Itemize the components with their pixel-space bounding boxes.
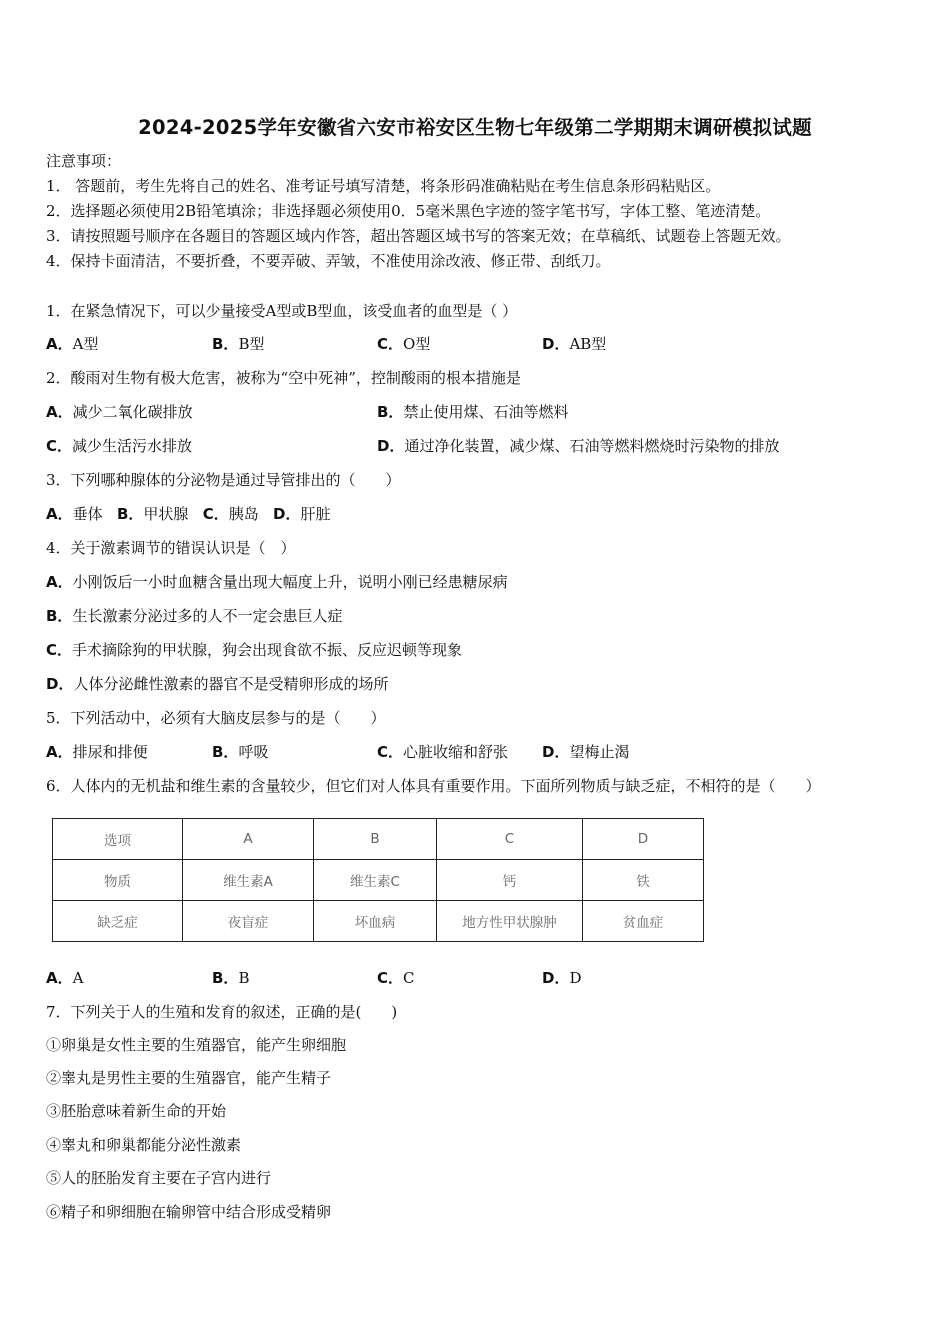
q6-option-b: B．B <box>212 969 250 987</box>
notice-item: 1． 答题前，考生先将自己的姓名、准考证号填写清楚，将条形码准确粘贴在考生信息条形码粘贴区。 <box>46 177 721 195</box>
q7-statement: ③胚胎意味着新生命的开始 <box>46 1102 227 1120</box>
q4-option-b: B．生长激素分泌过多的人不一定会患巨人症 <box>46 607 343 625</box>
table-cell: A <box>183 819 314 860</box>
q4-option-c: C．手术摘除狗的甲状腺，狗会出现食欲不振、反应迟顿等现象 <box>46 641 463 659</box>
table-cell: 维生素A <box>183 860 314 901</box>
table-cell: 钙 <box>437 860 583 901</box>
q2-option-c: C．减少生活污水排放 <box>46 437 193 455</box>
q1-option-c: C．O型 <box>377 335 431 353</box>
q6-option-a: A．A <box>46 969 84 987</box>
q2-option-a: A．减少二氧化碳排放 <box>46 403 193 421</box>
question-2-stem: 2．酸雨对生物有极大危害，被称为“空中死神”，控制酸雨的根本措施是 <box>46 369 521 387</box>
table-row <box>53 860 704 901</box>
page-title: 2024-2025学年安徽省六安市裕安区生物七年级第二学期期末调研模拟试题 <box>138 116 812 139</box>
question-3-stem: 3．下列哪种腺体的分泌物是通过导管排出的（ ） <box>46 471 401 489</box>
vitamin-deficiency-table <box>52 818 704 942</box>
table-cell: 贫血症 <box>583 901 704 942</box>
question-5-stem: 5．下列活动中，必须有大脑皮层参与的是（ ） <box>46 709 386 727</box>
q7-statement: ②睾丸是男性主要的生殖器官，能产生精子 <box>46 1069 332 1087</box>
q7-statement: ④睾丸和卵巢都能分泌性激素 <box>46 1136 242 1154</box>
question-1-stem: 1．在紧急情况下，可以少量接受A型或B型血，该受血者的血型是（ ） <box>46 302 518 320</box>
q6-option-c: C．C <box>377 969 415 987</box>
table-cell: 坏血病 <box>314 901 437 942</box>
table-cell: 物质 <box>53 860 183 901</box>
q7-statement: ①卵巢是女性主要的生殖器官，能产生卵细胞 <box>46 1036 347 1054</box>
table-cell: 缺乏症 <box>53 901 183 942</box>
table-cell: 地方性甲状腺肿 <box>437 901 583 942</box>
table-cell: 夜盲症 <box>183 901 314 942</box>
q7-statement: ⑥精子和卵细胞在输卵管中结合形成受精卵 <box>46 1203 332 1221</box>
notice-item: 3．请按照题号顺序在各题目的答题区域内作答，超出答题区域书写的答案无效；在草稿纸、试题卷上答题无效。 <box>46 227 791 245</box>
table-cell: C <box>437 819 583 860</box>
table-cell: 选项 <box>53 819 183 860</box>
table-row <box>53 901 704 942</box>
table-cell: B <box>314 819 437 860</box>
table-cell: 维生素C <box>314 860 437 901</box>
notice-heading: 注意事项： <box>46 152 122 170</box>
table-cell: 铁 <box>583 860 704 901</box>
q5-option-c: C．心脏收缩和舒张 <box>377 743 509 761</box>
notice-item: 2．选择题必须使用2B铅笔填涂；非选择题必须使用0．5毫米黑色字迹的签字笔书写，字体工整、笔迹清楚。 <box>46 202 771 220</box>
q6-option-d: D．D <box>542 969 582 987</box>
notice-item: 4．保持卡面清洁，不要折叠，不要弄破、弄皱，不准使用涂改液、修正带、刮纸刀。 <box>46 252 611 270</box>
q3-options: A．垂体 B．甲状腺 C．胰岛 D．肝脏 <box>46 505 331 523</box>
q2-option-b: B．禁止使用煤、石油等燃料 <box>377 403 569 421</box>
table-cell: D <box>583 819 704 860</box>
q5-option-b: B．呼吸 <box>212 743 269 761</box>
q4-option-d: D．人体分泌雌性激素的器官不是受精卵形成的场所 <box>46 675 389 693</box>
q2-option-d: D．通过净化装置，减少煤、石油等燃料燃烧时污染物的排放 <box>377 437 780 455</box>
q1-option-a: A．A型 <box>46 335 99 353</box>
q7-statement: ⑤人的胚胎发育主要在子宫内进行 <box>46 1169 272 1187</box>
q1-option-b: B．B型 <box>212 335 265 353</box>
q5-option-a: A．排尿和排便 <box>46 743 148 761</box>
table-row <box>53 819 704 860</box>
question-7-stem: 7．下列关于人的生殖和发育的叙述，正确的是( ) <box>46 1003 398 1021</box>
q1-option-d: D．AB型 <box>542 335 607 353</box>
question-4-stem: 4．关于激素调节的错误认识是（ ） <box>46 539 296 557</box>
q4-option-a: A．小刚饭后一小时血糖含量出现大幅度上升，说明小刚已经患糖尿病 <box>46 573 508 591</box>
question-6-stem: 6．人体内的无机盐和维生素的含量较少，但它们对人体具有重要作用。下面所列物质与缺乏症，不相符的是（ ） <box>46 777 821 795</box>
q5-option-d: D．望梅止渴 <box>542 743 630 761</box>
